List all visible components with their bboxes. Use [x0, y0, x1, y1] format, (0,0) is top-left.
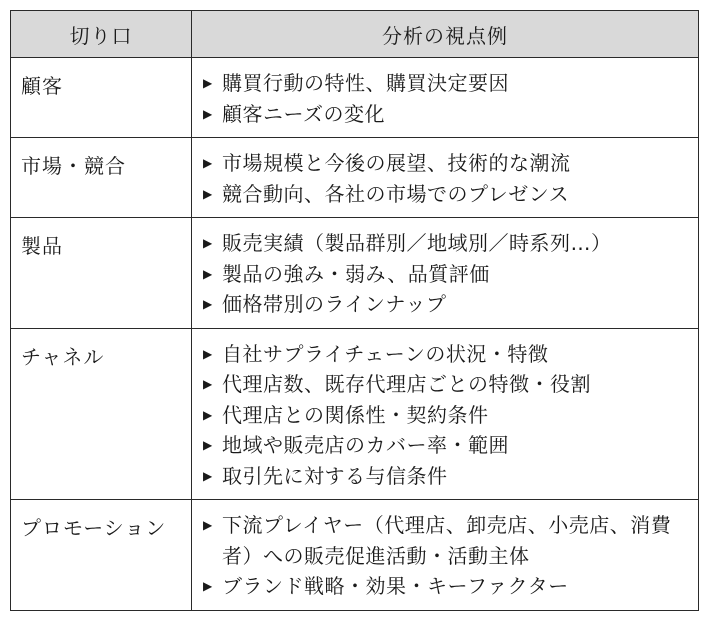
table-row — [11, 500, 699, 611]
list-item — [201, 68, 690, 99]
row-examples — [192, 328, 699, 500]
list-item-text: 地域や販売店のカバー率・範囲 — [222, 433, 509, 457]
analysis-table — [10, 10, 699, 611]
list-item-text: 代理店との関係性・契約条件 — [222, 402, 489, 427]
triangle-bullet-icon: ▶ — [203, 438, 213, 452]
list-item — [201, 179, 690, 210]
triangle-bullet-icon: ▶ — [203, 297, 213, 311]
triangle-bullet-icon: ▶ — [203, 407, 213, 422]
table-header-row — [11, 11, 699, 58]
list-item — [201, 259, 690, 290]
triangle-bullet-icon: ▶ — [203, 468, 213, 483]
header-examples: 分析の視点例 — [192, 11, 699, 58]
list-item-text: ブランド戦略・効果・キーファクター — [222, 574, 569, 598]
triangle-bullet-icon: ▶ — [203, 377, 213, 391]
triangle-bullet-icon: ▶ — [203, 236, 213, 250]
row-examples — [192, 138, 699, 218]
list-item — [201, 400, 690, 431]
list-item-text: 購買行動の特性、購買決定要因 — [222, 71, 509, 95]
example-list — [192, 138, 698, 217]
list-item-text: 顧客ニーズの変化 — [222, 101, 385, 126]
list-item — [201, 339, 690, 370]
triangle-bullet-icon: ▶ — [203, 106, 213, 121]
table-row — [11, 58, 699, 138]
list-item-text: 価格帯別のラインナップ — [222, 292, 447, 316]
row-category: 製品 — [11, 218, 192, 329]
row-examples — [192, 58, 699, 138]
triangle-bullet-icon: ▶ — [203, 579, 213, 593]
list-item-text: 販売実績（製品群別／地域別／時系列…） — [222, 231, 612, 255]
row-category: 顧客 — [11, 58, 192, 138]
triangle-bullet-icon: ▶ — [203, 346, 213, 361]
list-item-text: 代理店数、既存代理店ごとの特徴・役割 — [222, 372, 591, 396]
list-item-text: 市場規模と今後の展望、技術的な潮流 — [222, 151, 571, 175]
example-list — [192, 218, 698, 328]
example-list — [192, 500, 698, 610]
row-category: 市場・競合 — [11, 138, 192, 218]
list-item-text: 自社サプライチェーンの状況・特徴 — [222, 341, 549, 366]
list-item-text: 取引先に対する与信条件 — [222, 463, 448, 488]
list-item — [201, 148, 690, 179]
example-list — [192, 58, 698, 137]
list-item — [201, 289, 690, 320]
triangle-bullet-icon: ▶ — [203, 266, 213, 281]
row-category: チャネル — [11, 328, 192, 500]
example-list — [192, 329, 698, 500]
list-item — [201, 510, 690, 571]
triangle-bullet-icon: ▶ — [203, 76, 213, 90]
list-item — [201, 430, 690, 461]
triangle-bullet-icon: ▶ — [203, 186, 213, 201]
header-category: 切り口 — [11, 11, 192, 58]
row-examples — [192, 218, 699, 329]
list-item — [201, 99, 690, 130]
list-item — [201, 461, 690, 492]
triangle-bullet-icon: ▶ — [203, 518, 213, 532]
table-row — [11, 138, 699, 218]
row-examples — [192, 500, 699, 611]
table-row — [11, 218, 699, 329]
table-row — [11, 328, 699, 500]
triangle-bullet-icon: ▶ — [203, 156, 213, 170]
list-item-text: 製品の強み・弱み、品質評価 — [222, 261, 490, 286]
list-item-text: 下流プレイヤー（代理店、卸売店、小売店、消費者）への販売促進活動・活動主体 — [222, 513, 672, 568]
list-item-text: 競合動向、各社の市場でのプレゼンス — [222, 181, 570, 206]
list-item — [201, 228, 690, 259]
list-item — [201, 571, 690, 602]
row-category: プロモーション — [11, 500, 192, 611]
list-item — [201, 369, 690, 400]
